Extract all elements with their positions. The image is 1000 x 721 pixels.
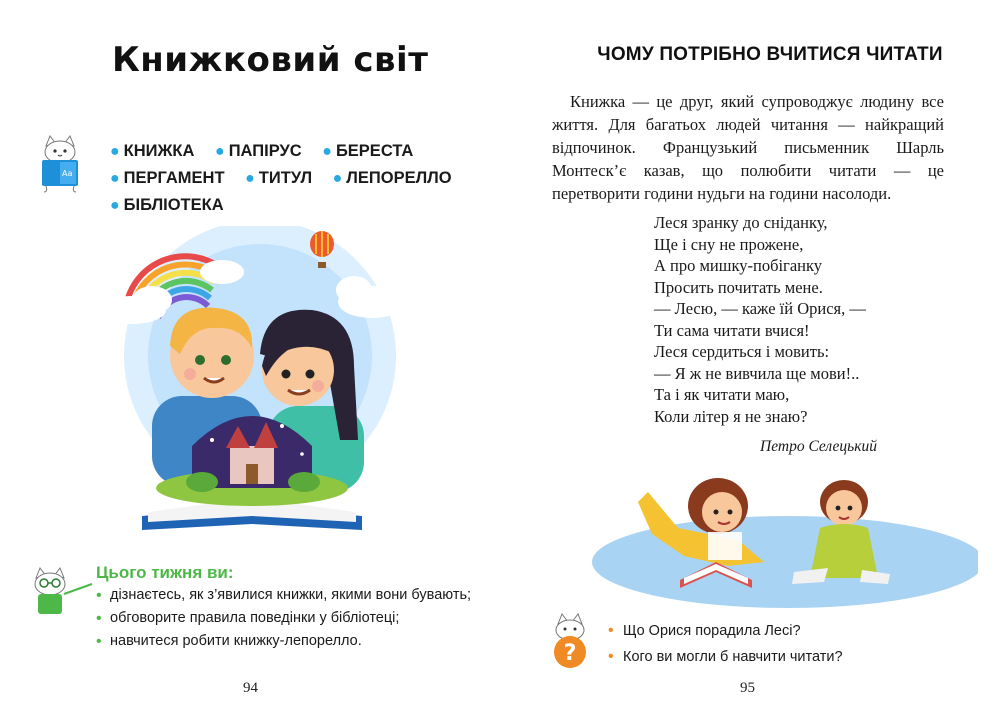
- intro-paragraph: Книжка — це друг, який супроводжує людину все життя. Для багатьох людей читання — найкращий відпочинок. Французький письменник Шарль Монтеск’є казав, що полюбити читати — це перетворити години нудьги на години насолоди.: [552, 92, 944, 203]
- poem-line: Ти сама читати вчися!: [654, 320, 810, 340]
- bullet-dot: ●: [110, 197, 120, 214]
- section-title: ЧОМУ ПОТРІБНО ВЧИТИСЯ ЧИТАТИ: [597, 44, 943, 65]
- girls-reading-illustration: [588, 462, 978, 612]
- poem-line: Та і як читати маю,: [654, 385, 790, 404]
- keyword: ПЕРГАМЕНТ: [123, 169, 225, 187]
- page-number: 94: [243, 680, 258, 696]
- poem-line: А про мишку-побіганку: [654, 256, 823, 275]
- page-number: 95: [740, 680, 755, 696]
- bullet-dot: ●: [245, 170, 255, 187]
- poem-line: Просить почитать мене.: [654, 277, 823, 297]
- bullet-dot: ●: [110, 143, 120, 160]
- bullet-dot: ●: [322, 143, 332, 160]
- bullet-dot: ●: [110, 170, 120, 187]
- poem: [654, 212, 866, 427]
- cat-with-glasses-icon: [26, 566, 94, 616]
- question-mark: ?: [563, 641, 577, 666]
- poem-line: Леся зранку до сніданку,: [654, 213, 828, 232]
- poem-line: Ще і сну не прожене,: [654, 234, 804, 254]
- cat-question-icon: [550, 612, 590, 670]
- keyword: ТИТУЛ: [258, 169, 313, 187]
- chapter-title: Книжковий світ: [112, 40, 429, 80]
- bullet-dot: ●: [215, 143, 225, 160]
- poem-line: Леся сердиться і мовить:: [654, 342, 830, 361]
- poem-line: — Я ж не вивчила ще мови!..: [654, 363, 860, 383]
- list-item: • обговорите правила поведінки у бібліотеці;: [94, 609, 474, 628]
- poem-line: — Лесю, — каже їй Орися, —: [654, 299, 866, 318]
- keyword-line: [110, 192, 470, 219]
- right-page: [500, 0, 1000, 721]
- question-item: • Кого ви могли б навчити читати?: [608, 647, 843, 667]
- cat-reading-book-icon: [34, 132, 86, 194]
- keyword: ЛЕПОРЕЛЛО: [346, 169, 452, 187]
- keyword: КНИЖКА: [123, 142, 195, 160]
- keyword-line: [110, 165, 470, 192]
- keyword-line: [110, 138, 470, 165]
- children-popup-book-illustration: [92, 226, 412, 546]
- svg-text:Aa: Aa: [62, 169, 73, 178]
- keyword: БІБЛІОТЕКА: [123, 196, 224, 214]
- bullet-dot: ●: [332, 170, 343, 187]
- list-item: • навчитеся робити книжку-лепорелло.: [94, 632, 474, 651]
- week-goals-list: [94, 586, 474, 655]
- list-item: • дізнаєтесь, як з’явилися книжки, якими вони бувають;: [94, 586, 474, 605]
- poem-line: Коли літер я не знаю?: [654, 406, 808, 426]
- poem-author: Петро Селецький: [760, 438, 877, 455]
- question-list: [608, 621, 843, 673]
- keyword: ПАПІРУС: [228, 142, 302, 160]
- question-item: • Що Орися порадила Лесі?: [608, 621, 843, 641]
- keyword-list: [110, 138, 470, 219]
- keyword: БЕРЕСТА: [335, 142, 414, 160]
- week-goals-title: Цього тижня ви:: [96, 563, 234, 582]
